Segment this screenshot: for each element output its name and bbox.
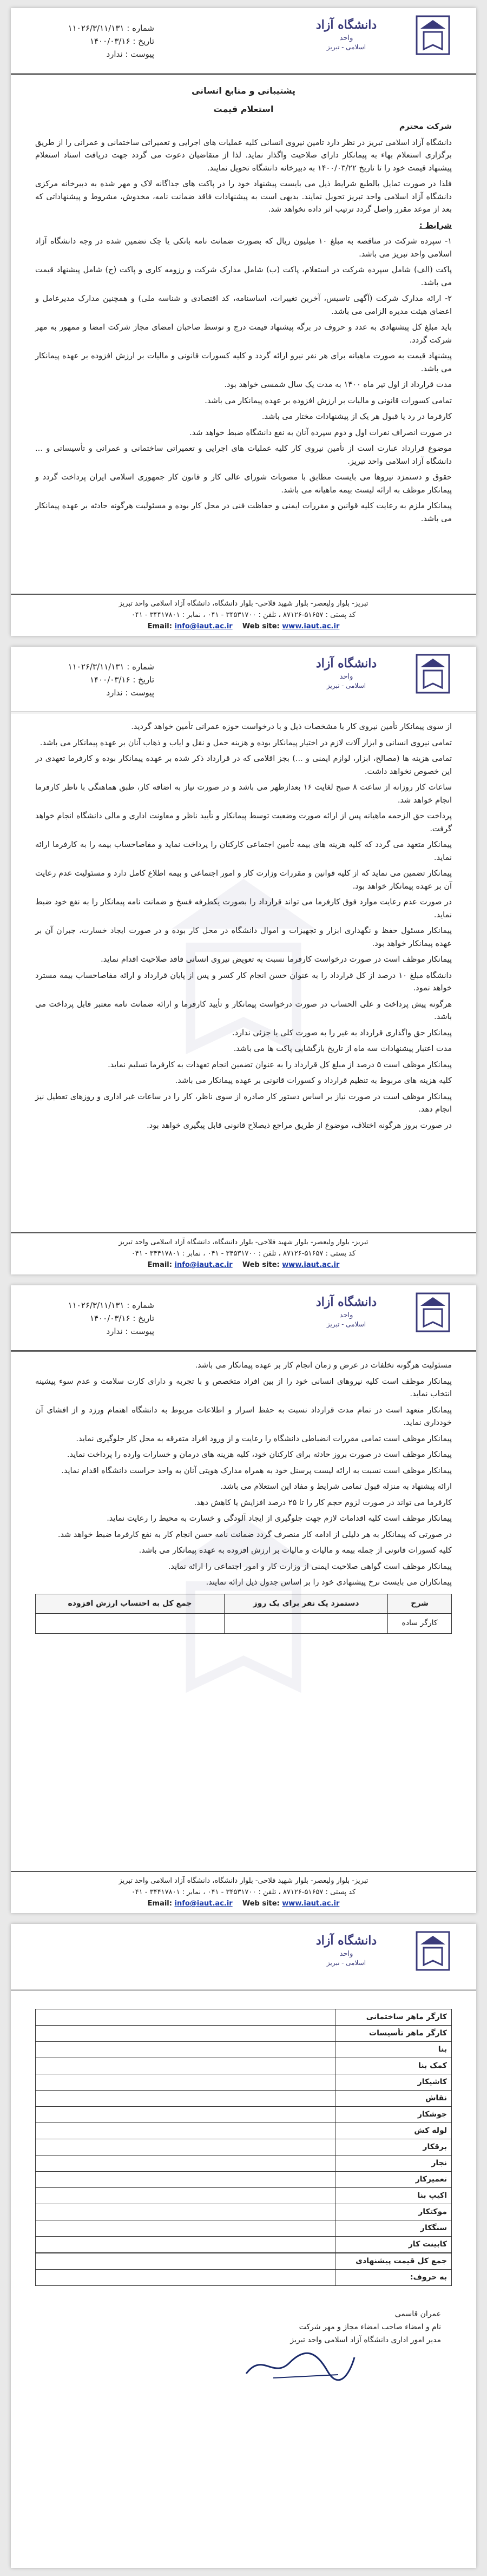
university-name-sub2: اسلامی - تبریز [326, 43, 366, 51]
table-row [36, 2026, 452, 2042]
table-row [36, 2009, 452, 2026]
date-value: ۱۴۰۰/۰۳/۱۶ [89, 675, 130, 685]
condition-item: هرگونه پیش پرداخت و علی الحساب در صورت درخواست پیمانکار و تأیید کارفرما و ارائه ضمانت نامه معتبر قابل پرداخت می باشد. [35, 1000, 452, 1021]
attachment-value: ندارد [106, 1326, 123, 1336]
condition-item: پیمانکار مسئول حفظ و نگهداری ابزار و تجهیزات و اموال دانشگاه در محل کار بوده و در صورت ایجاد خسارت، جبران آن بر عهده پیمانکار خواهد بود. [35, 926, 452, 948]
col-total: جمع کل به احتساب ارزش افزوده [36, 1594, 225, 1614]
table-row [36, 2156, 452, 2172]
university-logo-icon [414, 14, 452, 57]
form-row-value[interactable] [36, 2237, 335, 2253]
table-cell[interactable] [225, 1614, 388, 1634]
price-table-header [36, 1594, 452, 1614]
condition-item: تمامی هزینه ها (مصالح، ابزار، لوازم ایمنی و ...) بجز اقلامی که در قرارداد ذکر شده بر عهده پیمانکار بوده و کارفرما تعهدی در این خصوص نخواهد داشت. [35, 754, 452, 776]
table-cell: کارگر ساده [388, 1614, 452, 1634]
date-label: تاریخ : [133, 1313, 154, 1323]
table-row [36, 2107, 452, 2123]
condition-item: پیمانکار موظف است در صورت بروز حادثه برای کارکنان خود، کلیه هزینه های درمان و خسارات وارده را پرداخت نماید. [67, 1450, 452, 1459]
condition-item: حقوق و دستمزد نیروها می بایست مطابق با مصوبات شورای عالی کار و قانون کار جمهوری اسلامی ایران پرداخت گردد و پیمانکار موظف به ارائه لیست بیمه ماهیانه می باشد. [35, 473, 452, 495]
university-name-sub1: واحد [339, 34, 353, 42]
footer-web-label: Web site: [242, 622, 280, 630]
number-label: شماره : [127, 1300, 154, 1310]
number-value: ۱۱۰۲۶/۳/۱۱/۱۳۱ [68, 1300, 124, 1310]
attachment-label: پیوست : [125, 49, 154, 59]
page3-body [11, 1352, 476, 1634]
footer-address: تبریز- بلوار ولیعصر- بلوار شهید فلاحی- بلوار دانشگاه، دانشگاه آزاد اسلامی واحد تبریز [119, 1877, 368, 1885]
form-row-label: بنا [335, 2042, 451, 2058]
condition-item: کلیه کسورات قانونی از جمله بیمه و مالیات و مالیات بر ارزش افزوده به عهده پیمانکار می باشد. [139, 1546, 452, 1555]
table-row [36, 2188, 452, 2204]
footer-email-label: Email: [147, 1261, 172, 1269]
number-label: شماره : [127, 662, 154, 672]
form-row-label: جوشکار [335, 2107, 451, 2123]
form-row-label: نجار [335, 2156, 451, 2172]
condition-item: در صورت عدم رعایت موارد فوق کارفرما می تواند قرارداد را بصورت یکطرفه فسخ و ضمانت نامه پیمانکار را به نفع خود ضبط نماید. [35, 898, 452, 919]
university-logo-icon [414, 652, 452, 695]
university-name-sub2: اسلامی - تبریز [326, 1959, 366, 1967]
signature-block [35, 2308, 452, 2384]
letterhead [11, 1924, 476, 1990]
condition-item: موضوع قرارداد عبارت است از تأمین نیروی کار کلیه عملیات های اجرایی و تعمیراتی ساختمانی و عمرانی و تأسیساتی و ... دانشگاه آزاد اسلامی واحد تبریز. [35, 444, 452, 466]
condition-item: پیمانکار متعهد است در تمام مدت قرارداد نسبت به حفظ اسرار و اطلاعات مربوط به دانشگاه اهتمام ورزد و از افشای آن خودداری نماید. [35, 1405, 452, 1427]
date-label: تاریخ : [133, 36, 154, 46]
col-daily-wage: دستمزد یک نفر برای یک روز [225, 1594, 388, 1614]
form-row-label: لوله کش [335, 2123, 451, 2139]
condition-item: از سوی پیمانکار تأمین نیروی کار با مشخصات ذیل و با درخواست حوزه عمرانی تأمین خواهد گردید. [131, 722, 452, 731]
table-row [36, 2042, 452, 2058]
date-value: ۱۴۰۰/۰۳/۱۶ [89, 36, 130, 46]
condition-item: تمامی نیروی انسانی و ابزار آلات لازم در اختیار پیمانکار بوده و هزینه حمل و نقل و ایاب و ذهاب آنان بر عهده پیمانکار می باشد. [40, 738, 452, 747]
col-description: شرح [388, 1594, 452, 1614]
condition-item: پیمانکار موظف است گواهی صلاحیت ایمنی از وزارت کار و امور اجتماعی را ارائه نماید. [168, 1562, 452, 1571]
letter-meta [35, 1299, 154, 1338]
table-row [36, 2139, 452, 2156]
condition-item: ارائه پیشنهاد به منزله قبول تمامی شرایط و مفاد این استعلام می باشد. [220, 1482, 452, 1491]
condition-item: کارفرما می تواند در صورت لزوم حجم کار را تا ۲۵ درصد افزایش یا کاهش دهد. [194, 1498, 452, 1507]
table-row [36, 2058, 452, 2074]
condition-item: پیمانکار موظف است تمامی مقررات انضباطی دانشگاه را رعایت و از ورود افراد متفرقه به محل کار جلوگیری نماید. [76, 1434, 452, 1443]
footer-web-label: Web site: [242, 1900, 280, 1908]
condition-item: مدت اعتبار پیشنهادات سه ماه از تاریخ بازگشایی پاکت ها می باشد. [233, 1044, 452, 1053]
condition-item: باید مبلغ کل پیشنهادی به عدد و حروف در برگه پیشنهاد قیمت درج و توسط صاحبان امضای مجاز شرکت امضا و ممهور به مهر شرکت گردد. [35, 323, 452, 345]
form-row-value[interactable] [36, 2123, 335, 2139]
condition-item: دانشگاه مبلغ ۱۰ درصد از کل قرارداد را به عنوان حسن انجام کار کسر و پس از پایان قرارداد و ارائه مفاصاحساب بیمه مسترد خواهد نمود. [35, 971, 452, 993]
price-table [35, 1594, 452, 1634]
university-name-main: دانشگاه آزاد [315, 18, 377, 32]
condition-item: تمامی کسورات قانونی و مالیات بر ارزش افزوده بر عهده پیمانکار می باشد. [205, 396, 452, 405]
form-row-value[interactable] [36, 2009, 335, 2026]
condition-item: ساعات کار روزانه از ساعت ۸ صبح لغایت ۱۶ بعدازظهر می باشد و در صورت نیاز به اضافه کار، طبق هماهنگی با ناظر کارفرما انجام خواهد شد. [35, 783, 452, 805]
form-row-value[interactable] [36, 2156, 335, 2172]
department-line: پشتیبانی و منابع انسانی [191, 86, 296, 96]
condition-item: پیمانکار موظف است کلیه نیروهای انسانی خود را از بین افراد متخصص و با تجربه و دارای کارت سلامت و عدم سوء پیشینه انتخاب نماید. [35, 1377, 452, 1398]
document-page-1 [11, 8, 476, 636]
form-row-label: کابینت کار [335, 2237, 451, 2253]
table-row [36, 2074, 452, 2091]
page2-body [11, 713, 476, 1132]
document-page-3 [11, 1285, 476, 1913]
condition-item: در صورت انصراف نفرات اول و دوم سپرده آنان به نفع دانشگاه ضبط خواهد شد. [189, 428, 452, 437]
form-row-label: کارگر ماهر ساختمانی [335, 2009, 451, 2026]
number-label: شماره : [127, 23, 154, 33]
signature-org: مدیر امور اداری دانشگاه آزاد اسلامی واحد تبریز [290, 2336, 441, 2344]
intro-paragraph-1: دانشگاه آزاد اسلامی تبریز در نظر دارد تامین نیروی انسانی کلیه عملیات های اجرایی و تعمیراتی ساختمانی و عمرانی را از طریق برگزاری استعلام بهاء به پیمانکار دارای صلاحیت واگذار نماید. لذا از متقاضیان دعوت می گردد جهت دریافت اسناد استعلام پیشنهاد قیمت خود را تا تاریخ ۱۴۰۰/۰۳/۲۲ به دبیرخانه دانشگاه تحویل نمایند. [35, 138, 452, 173]
form-row-label: اکیپ بنا [335, 2188, 451, 2204]
price-form-table [35, 2009, 452, 2253]
page1-body [11, 75, 476, 525]
condition-item: پرداخت حق الزحمه ماهیانه پس از ارائه صورت وضعیت توسط پیمانکار و تأیید ناظر و معاونت اداری و مالی دانشگاه انجام خواهد گرفت. [35, 812, 452, 833]
footer-address: تبریز- بلوار ولیعصر- بلوار شهید فلاحی- بلوار دانشگاه، دانشگاه آزاد اسلامی واحد تبریز [119, 1238, 368, 1246]
table-row [36, 2091, 452, 2107]
condition-item: پیمانکار موظف است در صورت نیاز بر اساس دستور کار صادره از سوی ناظر، کار را در ساعات غیر اداری و روزهای تعطیل نیز انجام دهد. [35, 1092, 452, 1114]
table-row [36, 2270, 452, 2286]
form-row-label: کمک بنا [335, 2058, 451, 2074]
condition-item: پیشنهاد قیمت به صورت ماهیانه برای هر نفر نیرو ارائه گردد و کلیه کسورات قانونی و مالیات بر ارزش افزوده بر عهده پیمانکار می باشد. [35, 352, 452, 373]
university-name-sub2: اسلامی - تبریز [326, 682, 366, 689]
table-row [36, 2253, 452, 2270]
condition-item: پیمانکار موظف است ۵ درصد از مبلغ کل قرارداد را به عنوان تضمین انجام تعهدات به کارفرما تسلیم نماید. [108, 1060, 452, 1069]
page-footer [11, 594, 476, 636]
university-logo-icon [414, 1929, 452, 1973]
condition-item: مدت قرارداد از اول تیر ماه ۱۴۰۰ به مدت یک سال شمسی خواهد بود. [224, 380, 452, 389]
condition-item: پیمانکار تضمین می نماید که از کلیه قوانین و مقررات وزارت کار و امور اجتماعی و بیمه اطلاع کامل دارد و مسئولیت عدم رعایت آن بر عهده پیمانکار خواهد بود. [35, 869, 452, 891]
signature-title: نام و امضاء صاحب امضاء مجاز و مهر شرکت [299, 2323, 441, 2331]
total-label: جمع کل قیمت پیشنهادی [335, 2253, 451, 2270]
footer-email-link[interactable]: info@iaut.ac.ir [174, 622, 233, 630]
salutation: شرکت محترم [399, 122, 452, 131]
footer-email-label: Email: [147, 622, 172, 630]
conditions-title: شرایط : [419, 221, 452, 230]
footer-web-link[interactable]: www.iaut.ac.ir [282, 622, 340, 630]
date-value: ۱۴۰۰/۰۳/۱۶ [89, 1313, 130, 1323]
document-page-2 [11, 647, 476, 1274]
form-row-value[interactable] [36, 2139, 335, 2156]
form-row-label: موکتکار [335, 2204, 451, 2220]
page4-body [11, 1990, 476, 2384]
document-title: استعلام قیمت [213, 103, 274, 114]
form-row-label: سنگکار [335, 2220, 451, 2237]
table-row [36, 2237, 452, 2253]
form-row-value[interactable] [36, 2026, 335, 2042]
form-row-value[interactable] [36, 2204, 335, 2220]
form-row-value[interactable] [36, 2074, 335, 2091]
condition-item: پیمانکار موظف است در صورت درخواست کارفرما نسبت به تعویض نیروی انسانی فاقد صلاحیت اقدام نماید. [101, 955, 452, 964]
letterhead [11, 8, 476, 75]
form-row-value[interactable] [36, 2188, 335, 2204]
form-row-label: کاشیکار [335, 2074, 451, 2091]
footer-email-label: Email: [147, 1900, 172, 1908]
total-table [35, 2253, 452, 2286]
footer-email-link[interactable]: info@iaut.ac.ir [174, 1261, 233, 1269]
form-row-value[interactable] [36, 2107, 335, 2123]
table-row [36, 2123, 452, 2139]
page-footer [11, 1871, 476, 1913]
form-row-value[interactable] [36, 2042, 335, 2058]
form-row-label: کارگر ماهر تأسیسات [335, 2026, 451, 2042]
footer-postal: کد پستی : ۵۱۶۵۷-۸۷۱۲۶ ، تلفن : ۳۴۵۳۱۷۰۰ - ۰۴۱ ، نمابر : ۳۴۴۱۷۸۰۱ - ۰۴۱ [131, 1250, 356, 1258]
table-row [36, 2220, 452, 2237]
condition-item: ۲- ارائه مدارک شرکت (آگهی تاسیس، آخرین تغییرات، اساسنامه، کد اقتصادی و شناسه ملی) و همچنین مدارک مدیرعامل و اعضای هیئت مدیره الزامی می باشد. [35, 294, 452, 316]
table-cell[interactable] [36, 1614, 225, 1634]
total-words-cell[interactable] [36, 2270, 335, 2286]
condition-item: پیمانکار موظف است نسبت به ارائه لیست پرسنل خود به همراه مدارک هویتی آنان به واحد حراست دانشگاه اقدام نماید. [61, 1466, 452, 1475]
university-name [284, 18, 409, 51]
condition-item: کلیه هزینه های مربوط به تنظیم قرارداد و کسورات قانونی بر عهده پیمانکار می باشد. [175, 1076, 452, 1085]
condition-item: در صورتی که پیمانکار به هر دلیلی از ادامه کار منصرف گردد ضمانت نامه حسن انجام کار به نفع کارفرما ضبط خواهد شد. [57, 1530, 452, 1539]
university-name-sub1: واحد [339, 1311, 353, 1319]
university-name-main: دانشگاه آزاد [315, 656, 377, 671]
document-page-4 [11, 1924, 476, 2568]
footer-web-link[interactable]: www.iaut.ac.ir [282, 1261, 340, 1269]
university-name-main: دانشگاه آزاد [315, 1934, 377, 1948]
date-label: تاریخ : [133, 675, 154, 685]
footer-postal: کد پستی : ۵۱۶۵۷-۸۷۱۲۶ ، تلفن : ۳۴۵۳۱۷۰۰ - ۰۴۱ ، نمابر : ۳۴۴۱۷۸۰۱ - ۰۴۱ [131, 611, 356, 619]
form-row-label: تعمیرکار [335, 2172, 451, 2188]
condition-item: پیمانکار ملزم به رعایت کلیه قوانین و مقررات ایمنی و حفاظت فنی در محل کار بوده و مسئولیت هرگونه حادثه بر عهده پیمانکار می باشد. [35, 502, 452, 523]
attachment-value: ندارد [106, 688, 123, 698]
number-value: ۱۱۰۲۶/۳/۱۱/۱۳۱ [68, 23, 124, 33]
footer-address: تبریز- بلوار ولیعصر- بلوار شهید فلاحی- بلوار دانشگاه، دانشگاه آزاد اسلامی واحد تبریز [119, 600, 368, 608]
footer-web-label: Web site: [242, 1261, 280, 1269]
condition-item: کارفرما در رد یا قبول هر یک از پیشنهادات مختار می باشد. [261, 412, 452, 421]
footer-web-link[interactable]: www.iaut.ac.ir [282, 1900, 340, 1908]
university-name-sub1: واحد [339, 1950, 353, 1958]
condition-item: پیمانکار موظف است کلیه اقدامات لازم جهت جلوگیری از ایجاد آلودگی و خسارت به محیط را رعایت نماید. [107, 1514, 452, 1523]
letterhead [11, 647, 476, 713]
letter-meta [35, 660, 154, 699]
letter-meta [35, 22, 154, 61]
footer-postal: کد پستی : ۵۱۶۵۷-۸۷۱۲۶ ، تلفن : ۳۴۵۳۱۷۰۰ - ۰۴۱ ، نمابر : ۳۴۴۱۷۸۰۱ - ۰۴۱ [131, 1888, 356, 1896]
condition-item: پاکت (الف) شامل سپرده شرکت در استعلام، پاکت (ب) شامل مدارک شرکت و رزومه کاری و پاکت (ج) شامل پیشنهاد قیمت می باشد. [35, 266, 452, 287]
letterhead [11, 1285, 476, 1352]
condition-item: پیمانکار حق واگذاری قرارداد به غیر را به صورت کلی یا جزئی ندارد. [232, 1028, 452, 1037]
form-row-label: برقکار [335, 2139, 451, 2156]
condition-item: مسئولیت هرگونه تخلفات در عرض و زمان انجام کار بر عهده پیمانکار می باشد. [195, 1361, 452, 1370]
form-row-label: نقاش [335, 2091, 451, 2107]
handwritten-signature-icon [241, 2347, 360, 2384]
condition-item: پیمانکار متعهد می گردد که کلیه هزینه های بیمه تأمین اجتماعی کارکنان را پرداخت نماید و مفاصاحساب بیمه را به کارفرما ارائه نماید. [35, 840, 452, 862]
table-row [36, 1614, 452, 1634]
attachment-label: پیوست : [125, 1326, 154, 1336]
signature-name: عمران قاسمی [394, 2310, 441, 2318]
university-name [284, 1934, 409, 1967]
university-name [284, 656, 409, 689]
attachment-value: ندارد [106, 49, 123, 59]
form-row-value[interactable] [36, 2091, 335, 2107]
table-row [36, 2204, 452, 2220]
total-value-cell[interactable] [36, 2253, 335, 2270]
number-value: ۱۱۰۲۶/۳/۱۱/۱۳۱ [68, 662, 124, 672]
university-name-main: دانشگاه آزاد [315, 1295, 377, 1309]
university-logo-icon [414, 1291, 452, 1334]
condition-item: در صورت بروز هرگونه اختلاف، موضوع از طریق مراجع ذیصلاح قانونی قابل پیگیری خواهد بود. [147, 1121, 452, 1130]
form-row-value[interactable] [36, 2220, 335, 2237]
total-words-label: به حروف: [335, 2270, 451, 2286]
condition-item: ۱- سپرده شرکت در مناقصه به مبلغ ۱۰ میلیون ریال که بصورت ضمانت نامه بانکی یا چک تضمین شده در وجه دانشگاه آزاد اسلامی واحد تبریز می باشد. [35, 237, 452, 259]
form-row-value[interactable] [36, 2058, 335, 2074]
university-name-sub2: اسلامی - تبریز [326, 1320, 366, 1328]
intro-paragraph-2: فلذا در صورت تمایل بالطبع شرایط ذیل می بایست پیشنهاد خود را در پاکت های جداگانه لاک و مهر شده به دبیرخانه مرکزی دانشگاه آزاد اسلامی واحد تبریز تحویل نمایند. بدیهی است به پیشنهادات فاقد ضمانت نامه، مخدوش، مشروط و پیشنهاداتی که بعد از موعد مقرر واصل گردد ترتیب اثر داده نخواهد شد. [35, 180, 452, 214]
footer-email-link[interactable]: info@iaut.ac.ir [174, 1900, 233, 1908]
university-name-sub1: واحد [339, 673, 353, 681]
form-row-value[interactable] [36, 2172, 335, 2188]
table-row [36, 2172, 452, 2188]
university-name [284, 1295, 409, 1328]
attachment-label: پیوست : [125, 688, 154, 698]
condition-item: پیمانکاران می بایست نرخ پیشنهادی خود را بر اساس جدول ذیل ارائه نمایند. [206, 1578, 452, 1587]
page-footer [11, 1232, 476, 1274]
